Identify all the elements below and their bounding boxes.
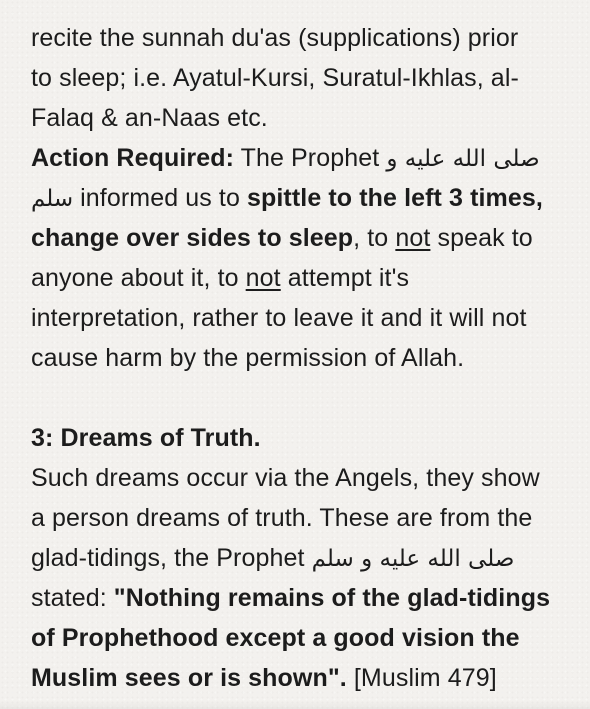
arabic-salutation: صلى الله عليه و [386, 146, 540, 172]
text-run: to sleep; i.e. Ayatul-Kursi, Suratul-Ikhlas, al- [31, 64, 519, 92]
text-run: The Prophet [234, 144, 387, 172]
paragraph-line [31, 18, 518, 58]
paragraph-line [31, 58, 519, 98]
text-run: interpretation, rather to leave it and it will not [31, 304, 527, 332]
paragraph-line [31, 338, 464, 378]
paragraph-line [31, 578, 550, 618]
text-run: attempt it's [280, 264, 410, 292]
arabic-salutation: صلى الله عليه و سلم [311, 546, 515, 572]
bottom-edge-shadow [0, 701, 590, 709]
paragraph-line [31, 218, 533, 258]
text-run: , to [353, 224, 396, 252]
paragraph-line [31, 298, 527, 338]
paragraph-line [31, 538, 514, 578]
hadith-quote: Muslim sees or is shown". [31, 664, 347, 692]
paragraph-line [31, 458, 540, 498]
paragraph-line [31, 618, 520, 658]
paragraph-line [31, 98, 268, 138]
underlined-not: not [245, 264, 281, 292]
text-run: Such dreams occur via the Angels, they show [31, 464, 540, 492]
text-run: cause harm by the permission of Allah. [31, 344, 465, 372]
instruction-bold: change over sides to sleep [31, 224, 354, 252]
section-title: 3: Dreams of Truth. [31, 424, 261, 452]
action-required-label: Action Required: [31, 144, 234, 172]
text-run: anyone about it, to [31, 264, 246, 292]
instruction-bold: spittle to the left 3 times, [247, 184, 543, 212]
paragraph-line [31, 258, 409, 298]
paragraph-line [31, 498, 532, 538]
paragraph-line [31, 178, 543, 218]
action-required-line [31, 138, 540, 178]
hadith-quote: "Nothing remains of the glad-tidings [113, 584, 551, 612]
text-run: recite the sunnah du'as (supplications) prior [31, 24, 519, 52]
text-run: Falaq & an-Naas etc. [31, 104, 268, 132]
arabic-salutation: سلم [31, 186, 74, 212]
text-run: glad-tidings, the Prophet [31, 544, 312, 572]
citation: [Muslim 479] [346, 664, 497, 692]
text-run: speak to [430, 224, 533, 252]
text-run: stated: [31, 584, 114, 612]
hadith-quote: of Prophethood except a good vision the [31, 624, 520, 652]
underlined-not: not [395, 224, 431, 252]
text-run: informed us to [73, 184, 248, 212]
paragraph-line [31, 658, 497, 698]
text-run: a person dreams of truth. These are from the [31, 504, 533, 532]
section-heading [31, 418, 261, 458]
